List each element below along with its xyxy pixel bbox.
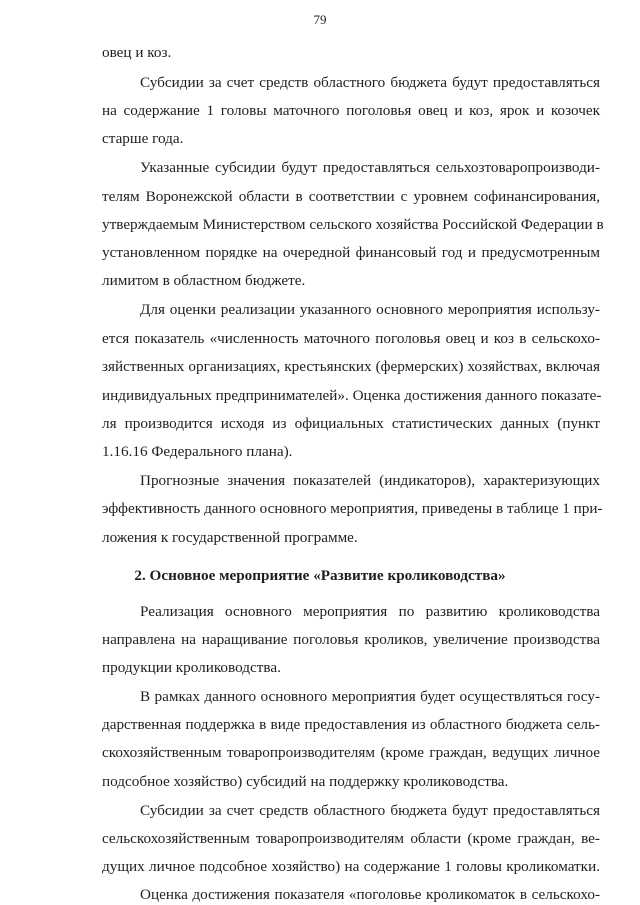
text-line-2: Субсидии за счет средств областного бюджета будут предоставляться (140, 74, 600, 91)
text-line-1: овец и коз. (102, 44, 172, 61)
text-line-15: 1.16.16 Федерального плана). (102, 443, 293, 460)
text-line-28: дущих личное подсобное хозяйство) на содержание 1 головы кроликоматки. (102, 858, 600, 875)
text-line-25: подсобное хозяйство) субсидий на поддержку кролиководства. (102, 773, 509, 790)
text-line-3: на содержание 1 головы маточного поголовья овец и коз, ярок и козочек (102, 102, 600, 119)
text-line-10: Для оценки реализации указанного основного мероприятия использу- (140, 301, 600, 318)
text-line-11: ется показатель «численность маточного поголовья овец и коз в сельскохо- (102, 330, 600, 347)
text-line-7: утверждаемым Министерством сельского хозяйства Российской Федерации в (102, 216, 604, 233)
text-line-20: направлена на наращивание поголовья кроликов, увеличение производства (102, 631, 600, 648)
text-line-16: Прогнозные значения показателей (индикаторов), характеризующих (140, 472, 600, 489)
text-line-13: индивидуальных предпринимателей». Оценка достижения данного показате- (102, 387, 602, 404)
text-line-18: ложения к государственной программе. (102, 529, 358, 546)
text-line-24: скохозяйственным товаропроизводителям (кроме граждан, ведущих личное (102, 744, 600, 761)
text-line-8: установленном порядке на очередной финансовый год и предусмотренным (102, 244, 600, 261)
text-line-22: В рамках данного основного мероприятия будет осуществляться госу- (140, 688, 600, 705)
section-heading: 2. Основное мероприятие «Развитие кролиководства» (134, 567, 506, 584)
text-line-17: эффективность данного основного мероприятия, приведены в таблице 1 при- (102, 500, 603, 517)
text-line-6: телям Воронежской области в соответствии с уровнем софинансирования, (102, 188, 600, 205)
text-line-23: дарственная поддержка в виде предоставления из областного бюджета сель- (102, 716, 600, 733)
text-line-5: Указанные субсидии будут предоставляться сельхозтоваропроизводи- (140, 159, 600, 176)
text-line-19: Реализация основного мероприятия по развитию кролиководства (140, 603, 600, 620)
text-line-21: продукции кролиководства. (102, 659, 281, 676)
text-line-27: сельскохозяйственным товаропроизводителям области (кроме граждан, ве- (102, 830, 600, 847)
text-line-12: зяйственных организациях, крестьянских (фермерских) хозяйствах, включая (102, 358, 600, 375)
text-line-14: ля производится исходя из официальных статистических данных (пункт (102, 415, 600, 432)
text-line-29: Оценка достижения показателя «поголовье кроликоматок в сельскохо- (140, 886, 600, 903)
page-number: 79 (313, 12, 327, 27)
text-line-26: Субсидии за счет средств областного бюджета будут предоставляться (140, 802, 600, 819)
text-line-4: старше года. (102, 130, 184, 147)
text-line-9: лимитом в областном бюджете. (102, 272, 306, 289)
